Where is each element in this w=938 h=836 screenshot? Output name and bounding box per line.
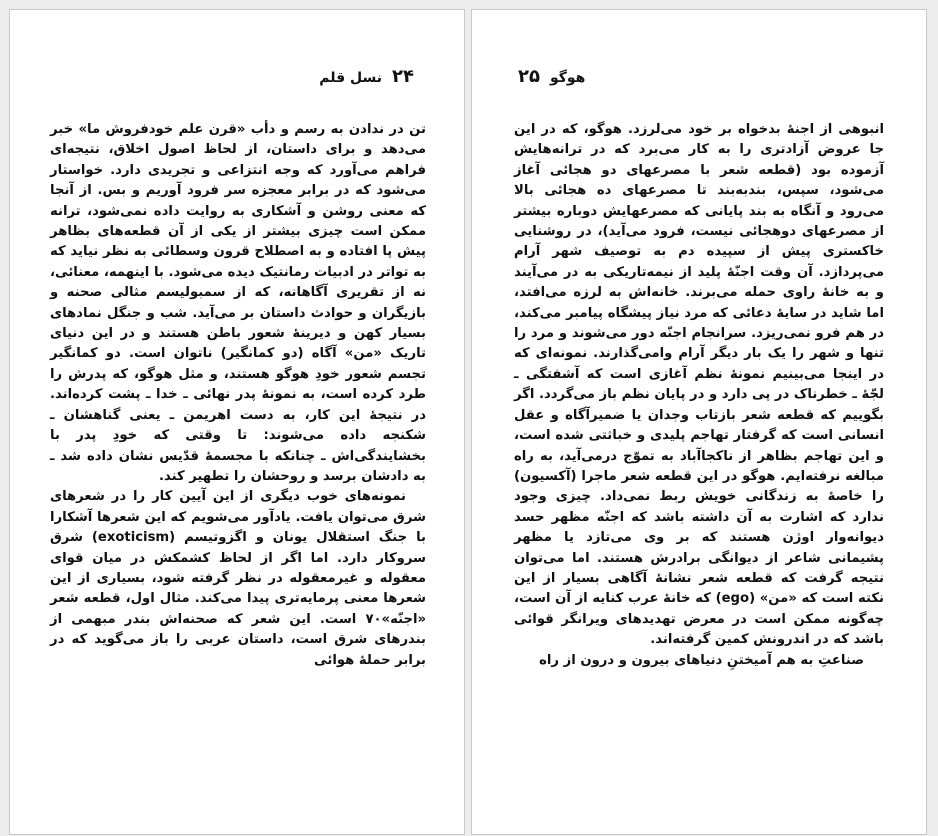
right-page — [471, 9, 927, 835]
paragraph: تن در ندادن به رسم و دأب «قرن علم خودفروش ما» خبر می‌دهد و برای داستان، از لحاظ اصول اخلاق، نتیجه‌ای فراهم می‌آورد که وجه انتزاعی و تجریدی دارد. خواستار می‌شود که در برابر معجزه سر فرود آوریم و بس. از آنجا که معنی روشن و آشکاری به روایت داده نمی‌شود، ترانه ممکن است چیزی بیشتر از یکی از آن قطعه‌های بظاهر پیش پا افتاده و به اصطلاح قرون وسطائی به نظر نیاید که به تواتر در ادبیات رمانتیک دیده می‌شود. با اینهمه، معنائی، نه از تقریری آگاهانه، که از سمبولیسم مثالی صحنه و بازیگران و حوادث داستان بر می‌آید. شب و جنگل نمادهای بسیار کهن و دیرینهٔ شعور باطن هستند و در این دنیای تاریک «من» آگاه (دو کمانگیر) ناتوان است. دو کمانگیر تجسم شعور خودِ هوگو هستند، و مثل هوگو، که پدرش را طرد کرده است، به نمونهٔ پدر نهائی ـ خدا ـ پشت کرده‌اند. در نتیجهٔ این کار، به دست اهریمن ـ یعنی گناهشان ـ شکنجه داده می‌شوند: تا وقتی که خودِ پدر با بخشایندگی‌اش ـ چنانکه با مجسمهٔ قدّیس نشان داده شد ـ به دادشان برسد و روحشان را تطهیر کند. — [50, 122, 426, 484]
page-header — [518, 66, 585, 87]
paragraph: نمونه‌های خوب دیگری از این آیین کار را در شعرهای شرق می‌توان یافت. یادآور می‌شویم که این شعرها آشکارا با جنگ استقلال یونان و اگزوتیسم (exoticism) شرق سروکار دارد. اما اگر از لحاظ کشمکش در میان قوای معقوله و غیرمعقوله در نظر گرفته شود، بسیاری از این شعرها معنی پرمایه‌تری پیدا می‌کند. مثال اول، قطعه شعر «اجنّه»۷۰ است. این شعر که صحنه‌اش بندر مبهمی از بندرهای شرق است، داستان عربی را باز می‌گوید که در برابر حملهٔ هوائی — [50, 489, 426, 668]
page-body — [50, 120, 426, 671]
running-title: هوگو — [549, 70, 586, 86]
page-number: ۲۵ — [518, 66, 540, 87]
paragraph: انبوهی از اجنهٔ بدخواه بر خود می‌لرزد. هوگو، که در این جا عروض آزادتری را به کار می‌برد که در ترانه‌هایش آزموده بود (قطعه شعر با مصرعهای دو هجائی آغاز می‌شود، سپس، بندبه‌بند تا مصرعهای ده هجائی بالا می‌رود و آنگاه به بند پایانی که مصرعهایش دوباره بیشتر از مصرعهای دوهجائی نیست، فرود می‌آید)، در روشنایی خاکستری پیش از سپیده دم به توصیف شهر آرام می‌پردازد. آن وقت اجنّهٔ پلید از نیمه‌تاریکی به در می‌آیند و به خانهٔ راوی حمله می‌برند. خانه‌اش به لرزه می‌افتد، اما شاید در سایهٔ دعائی که مرد نیاز پیشگاه پیامبر می‌کند، در هم فرو نمی‌ریزد. سرانجام اجنّه دور می‌شوند و مرد را تنها و شهر را یک بار دیگر آرام وامی‌گذارند. نمونه‌ای که در اینجا می‌بینیم نمونهٔ نظم آغازی است که آشفتگی ـ لجّهٔ ـ خطرناک در پی دارد و در پایان نظم باز می‌گردد. اگر بگوییم که قطعه شعر بازتاب وجدان یا ضمیرآگاه و عقل انسانی است که گرفتار تهاجم پلیدی و خباثتی شده است، و این تهاجم بظاهر از ناکجاآباد به تموّج درمی‌آید، به راه مبالغه نرفته‌ایم. هوگو در این قطعه شعر ماجرا (آکسیون) را خاصهٔ به زندگانی خویش ربط نمی‌داد. چیزی وجود ندارد که اشارت به آن داشته باشد که اجنّه مظهر حسد دیوانه‌وار اوژن هستند که بر وی می‌تازد یا مظهر پشیمانی شاعر از دیوانگی برادرش هستند. اما می‌توان نتیجه گرفت که قطعه شعر نشانهٔ آگاهی بسیار از این نکته است که «من» (ego) که خانهٔ عرب کنایه از آن است، چه‌گونه ممکن است در معرض تهدیدهای ویرانگر قوائی باشد که در اندرونش کمین گرفته‌اند. — [514, 122, 884, 648]
paragraph: صناعتِ به هم آمیختنِ دنیاهای بیرون و درون از راه — [539, 652, 864, 668]
page-number: ۲۴ — [392, 66, 414, 87]
running-title: نسل قلم — [319, 70, 383, 86]
page-header — [319, 66, 414, 87]
left-page — [9, 9, 465, 835]
page-body — [514, 120, 884, 671]
